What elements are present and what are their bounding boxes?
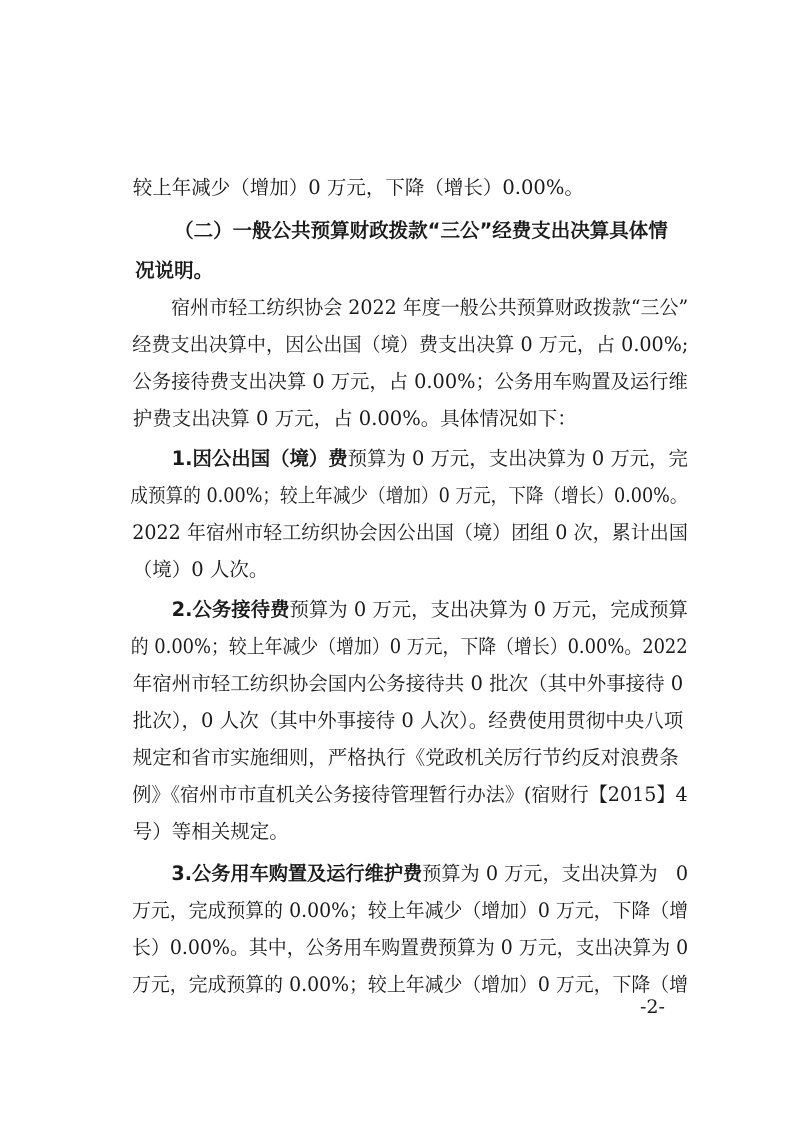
section-heading xyxy=(147,186,668,242)
text-segment: 的 0.00%；较上年减少（增加）0 万元，下降（增长）0.00%。2022 xyxy=(130,635,688,658)
text-segment: 年宿州市轻工纺织协会国内公务接待共 0 批次（其中外事接待 0 xyxy=(132,672,684,695)
text-segment: 成预算的 0.00%；较上年减少（增加）0 万元，下降（增长）0.00%。 xyxy=(130,484,688,507)
item-heading: 2.公务接待费 xyxy=(171,598,290,621)
text-segment: 批次），0 人次（其中外事接待 0 人次）。经费使用贯彻中央八项 xyxy=(132,709,684,732)
paragraph-line xyxy=(108,940,689,996)
paragraph-line xyxy=(108,451,688,507)
text-segment: 预算为 0 万元，支出决算为 0 万元，完成预算 xyxy=(289,598,688,621)
paragraph-line xyxy=(108,903,689,959)
item-heading: 1.因公出国（境）费 xyxy=(171,447,348,470)
text-segment: 规定和省市实施细则，严格执行《党政机关厉行节约反对浪费条 xyxy=(132,746,679,769)
text-segment: 公务接待费支出决算 0 万元，占 0.00%；公务用车购置及运行维 xyxy=(132,370,688,393)
text-segment: 万元，完成预算的 0.00%；较上年减少（增加）0 万元，下降（增 xyxy=(132,973,689,996)
page-number: -2- xyxy=(640,996,665,1018)
text-segment: 例》《宿州市市直机关公务接待管理暂行办法》(宿财行【2015】4 xyxy=(132,783,688,806)
text-segment: 万元，完成预算的 0.00%；较上年减少（增加）0 万元，下降（增 xyxy=(132,899,689,922)
text-segment: 预算为 0 万元，支出决算为 0 万元，完 xyxy=(347,447,688,470)
paragraph-line xyxy=(147,414,688,470)
paragraph-line xyxy=(147,263,689,319)
paragraph-line xyxy=(108,602,688,658)
text-segment: 号）等相关规定。 xyxy=(132,820,289,843)
text-segment: 护费支出决算 0 万元，占 0.00%。具体情况如下： xyxy=(132,407,577,430)
paragraph-line xyxy=(108,750,688,806)
text-segment: 预算为 0 万元，支出决算为 0 xyxy=(422,862,689,885)
paragraph-line xyxy=(147,829,689,885)
paragraph-line xyxy=(108,639,684,695)
paragraph-line xyxy=(108,337,688,393)
paragraph-line xyxy=(108,866,689,922)
paragraph-line xyxy=(108,713,679,769)
paragraph-line xyxy=(108,787,289,843)
paragraph-line xyxy=(147,565,688,621)
paragraph-line xyxy=(108,143,584,199)
paragraph-line xyxy=(108,676,684,732)
paragraph-line xyxy=(108,488,688,544)
paragraph-line xyxy=(108,374,577,430)
section-heading-continued xyxy=(108,226,214,282)
item-heading: 3.公务用车购置及运行维护费 xyxy=(171,862,423,885)
text-segment: 长）0.00%。其中，公务用车购置费预算为 0 万元，支出决算为 0 xyxy=(132,936,689,959)
heading-text: （二）一般公共预算财政拨款“三公”经费支出决算具体情 xyxy=(174,219,668,242)
text-segment: 2022 年宿州市轻工纺织协会因公出国（境）团组 0 次，累计出国 xyxy=(132,521,688,544)
paragraph-line xyxy=(108,300,689,356)
heading-text: 况说明。 xyxy=(135,259,214,282)
text-segment: 较上年减少（增加）0 万元，下降（增长）0.00%。 xyxy=(132,176,584,199)
paragraph-line xyxy=(108,525,269,581)
text-segment: 经费支出决算中，因公出国（境）费支出决算 0 万元，占 0.00%; xyxy=(132,333,689,356)
text-segment: （境）0 人次。 xyxy=(132,558,269,581)
text-segment: 宿州市轻工纺织协会 2022 年度一般公共预算财政拨款“三公” xyxy=(171,296,689,319)
